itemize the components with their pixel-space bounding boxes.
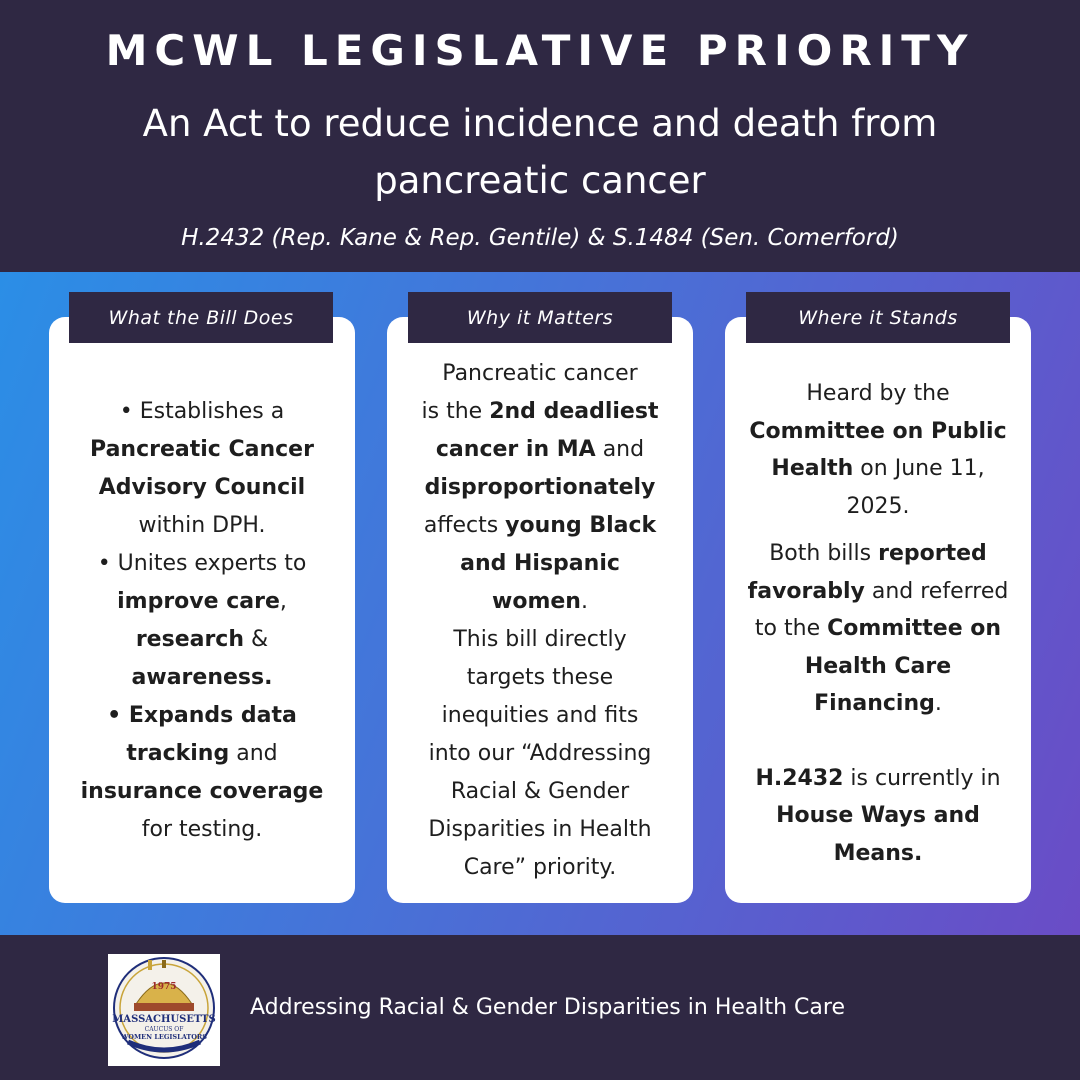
why-text: Care” priority. <box>463 855 617 880</box>
what-text: for testing. <box>141 817 263 842</box>
why-text: young Black <box>505 513 657 538</box>
where-text: favorably <box>747 578 865 604</box>
what-text: insurance coverage <box>80 779 324 804</box>
where-text: Health <box>771 456 854 481</box>
where-text: Committee on Public <box>749 418 1007 444</box>
where-text: Financing <box>814 691 935 716</box>
what-text: tracking <box>126 741 230 766</box>
footer-tagline: Addressing Racial & Gender Disparities in Health Care <box>250 995 845 1020</box>
why-text: affects <box>423 513 506 538</box>
bill-numbers: H.2432 (Rep. Kane & Rep. Gentile) & S.1484 (Sen. Comerford) <box>181 225 899 251</box>
why-text: women <box>492 589 581 614</box>
why-text: into our “Addressing <box>428 741 652 766</box>
where-text: Health Care <box>804 653 952 679</box>
card-what-body <box>63 393 341 849</box>
where-text: Means. <box>833 840 923 866</box>
what-text: , <box>279 589 287 614</box>
where-text: House Ways and <box>776 803 980 828</box>
footer <box>0 935 1080 1080</box>
why-text: and Hispanic <box>460 551 620 576</box>
where-text: reported <box>878 541 987 566</box>
where-paragraph <box>739 535 1017 723</box>
what-text: within DPH. <box>138 513 266 538</box>
where-paragraph <box>739 375 1017 525</box>
what-text: awareness. <box>131 665 273 690</box>
tab-what-the-bill-does: What the Bill Does <box>69 292 333 343</box>
what-text: • Unites experts to <box>97 551 307 576</box>
where-text: 2025. <box>846 493 910 519</box>
where-text: on June 11, <box>853 456 985 481</box>
what-text: Pancreatic Cancer <box>90 437 314 462</box>
card-where-it-stands <box>725 317 1031 903</box>
act-title-line2: pancreatic cancer <box>374 159 706 202</box>
what-text: and <box>229 741 278 766</box>
svg-text:CAUCUS OF: CAUCUS OF <box>144 1026 184 1033</box>
act-title-line1: An Act to reduce incidence and death from <box>142 102 938 145</box>
why-text: and <box>595 437 645 462</box>
why-text: targets these <box>466 665 614 690</box>
where-text: Heard by the <box>806 381 950 406</box>
why-text: inequities and fits <box>441 703 639 728</box>
why-text: 2nd deadliest <box>489 399 659 424</box>
header <box>0 0 1080 272</box>
what-text: • Establishes a <box>119 399 285 424</box>
where-text: H.2432 <box>755 765 844 791</box>
card-why-it-matters <box>387 317 693 903</box>
what-text: research <box>135 627 245 652</box>
seal-graphic <box>108 954 220 1066</box>
card-what-the-bill-does <box>49 317 355 903</box>
card-why-body <box>401 355 679 887</box>
act-title <box>60 95 1020 209</box>
where-text: Both bills <box>769 541 879 566</box>
why-text: . <box>580 589 588 614</box>
why-text: Pancreatic cancer <box>442 361 638 386</box>
why-text: is the <box>421 399 490 424</box>
why-text: disproportionately <box>424 475 656 500</box>
page-title: MCWL LEGISLATIVE PRIORITY <box>105 26 975 75</box>
what-text: & <box>244 627 269 652</box>
svg-text:WOMEN LEGISLATORS: WOMEN LEGISLATORS <box>121 1033 207 1041</box>
where-paragraph <box>739 760 1017 873</box>
tab-where-it-stands: Where it Stands <box>746 292 1010 343</box>
tab-why-it-matters: Why it Matters <box>408 292 672 343</box>
svg-text:1975: 1975 <box>151 982 177 992</box>
what-text: improve care <box>117 589 280 614</box>
where-text: is currently in <box>843 765 1001 791</box>
cards-section <box>0 272 1080 935</box>
where-text: and referred <box>864 578 1009 604</box>
where-text: Committee on <box>827 616 1002 641</box>
why-text: Racial & Gender <box>450 779 630 804</box>
where-text: . <box>934 691 942 716</box>
where-text: to the <box>754 616 828 641</box>
card-where-body <box>739 375 1017 872</box>
mcwl-seal-logo <box>108 954 220 1066</box>
why-text: Disparities in Health <box>428 817 652 842</box>
what-text: Advisory Council <box>98 475 306 500</box>
svg-text:MASSACHUSETTS: MASSACHUSETTS <box>112 1014 216 1025</box>
what-text: • Expands data <box>107 703 297 728</box>
why-text: This bill directly <box>453 627 627 652</box>
why-text: cancer in MA <box>435 437 596 462</box>
